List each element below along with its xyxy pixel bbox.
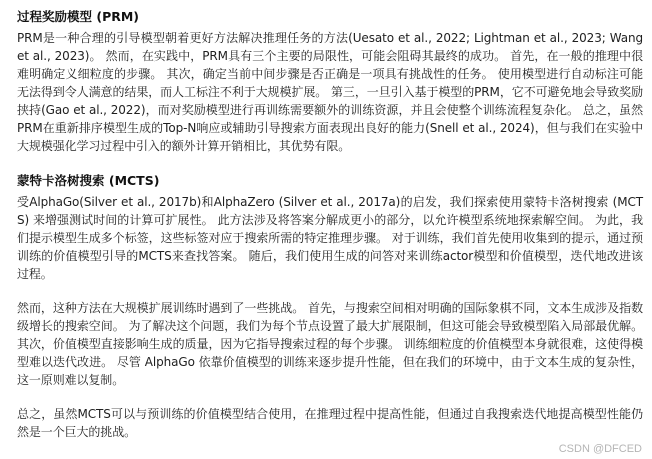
document-body [17,8,643,441]
watermark: CSDN @DFCED [558,443,642,455]
section-heading-mcts: 蒙特卡洛树搜索 (MCTS) [17,173,160,188]
paragraph-mcts-1: 受AlphaGo(Silver et al., 2017b)和AlphaZero (Silver et al., 2017a)的启发，我们探索使用蒙特卡洛树搜索 (MCTS) 来增强测试时间的计算可扩展性。 此方法涉及将答案分解成更小的部分，以允许模型系统地探索解空间。 为此，我们提示模型生成多个标签，这些标签对应于搜索所需的特定推理步骤。 对于训练，我们首先使用收集到的提示，通过预训练的价值模型引导的MCTS来查找答案。 随后，我们使用生成的问答对来训练actor模型和价值模型，迭代地改进该过程。 [17,195,643,281]
paragraph-prm: PRM是一种合理的引导模型朝着更好方法解决推理任务的方法(Uesato et al., 2022; Lightman et al., 2023; Wang et al., 2023)。 然而，在实践中，PRM具有三个主要的局限性，可能会阻碍其最终的成功。 首先，在一般的推理中很难明确定义细粒度的步骤。 其次，确定当前中间步骤是否正确是一项具有挑战性的任务。 使用模型进行自动标注可能无法得到令人满意的结果，而人工标注不利于大规模扩展。 第三，一旦引入基于模型的PRM，它不可避免地会导致奖励挟持(Gao et al., 2022)，而对奖励模型进行再训练需要额外的训练资源，并且会使整个训练流程复杂化。 总之，虽然PRM在重新排序模型生成的Top-N响应或辅助引导搜索方面表现出良好的能力(Snell et al., 2024)，但与我们在实验中大规模强化学习过程中引入的额外计算开销相比，其优势有限。 [17,31,643,153]
section-heading-prm: 过程奖励模型 (PRM) [17,9,140,24]
paragraph-mcts-3: 总之，虽然MCTS可以与预训练的价值模型结合使用，在推理过程中提高性能，但通过自我搜索迭代地提高模型性能仍然是一个巨大的挑战。 [17,407,643,439]
paragraph-mcts-2: 然而，这种方法在大规模扩展训练时遇到了一些挑战。 首先，与搜索空间相对明确的国际象棋不同，文本生成涉及指数级增长的搜索空间。 为了解决这个问题，我们为每个节点设置了最大扩展限制，但这可能会导致模型陷入局部最优解。 其次，价值模型直接影响生成的质量，因为它指导搜索过程的每个步骤。 训练细粒度的价值模型本身就很难，这使得模型难以迭代改进。 尽管 AlphaGo 依靠价值模型的训练来逐步提升性能，但在我们的环境中，由于文本生成的复杂性，这一原则难以复制。 [17,301,643,387]
